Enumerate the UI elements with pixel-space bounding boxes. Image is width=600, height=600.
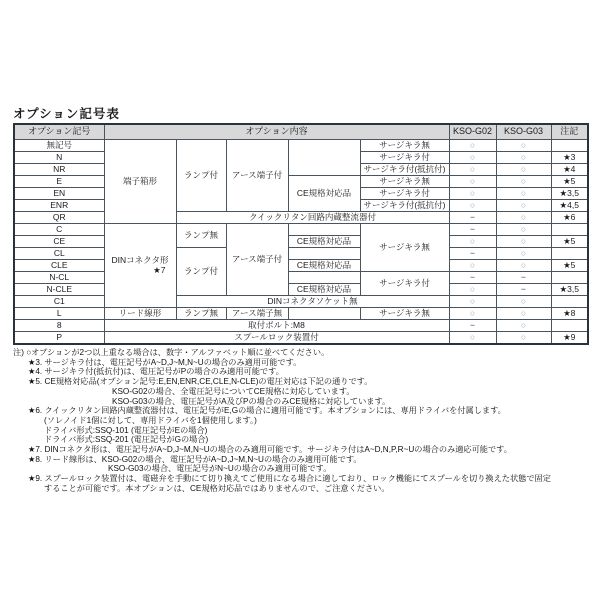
lamp-cell: ランプ付 — [176, 140, 226, 212]
ce-standard-cell: CE規格対応品 — [288, 176, 360, 212]
content-merged-cell: DINコネクタソケット無 — [176, 296, 449, 308]
note-cell: ★3,5 — [551, 284, 588, 296]
note-cell — [551, 320, 588, 332]
g03-mark: ○ — [496, 260, 551, 272]
g03-mark: ○ — [496, 248, 551, 260]
footnote-line: ★6. クイックリタン回路内蔵整流器付は、電圧記号がE,Gの場合に適用可能です。本オプションには、専用ドライバを付属します。 — [28, 406, 506, 416]
note-cell — [551, 248, 588, 260]
g02-mark: − — [449, 320, 496, 332]
surge-cell: サージキラ付(抵抗付) — [360, 164, 449, 176]
option-code-cell: CE — [14, 236, 104, 248]
g02-mark: − — [449, 272, 496, 284]
content-merged-cell: クイックリタン回路内蔵整流器付 — [176, 212, 449, 224]
header-row — [14, 124, 588, 140]
g03-mark: ○ — [496, 176, 551, 188]
footnote-line: KSO-G02の場合、全電圧記号についてCE規格に対応しています。 — [112, 386, 355, 396]
footnote-line: ドライバ形式:SSQ-201 (電圧記号がGの場合) — [44, 435, 209, 445]
earth-cell: アース端子付 — [226, 224, 288, 296]
g02-mark: ○ — [449, 164, 496, 176]
shape-cell: リード線形 — [104, 308, 176, 320]
empty-cell — [288, 224, 360, 236]
empty-cell — [288, 248, 360, 260]
table-row — [14, 284, 588, 296]
footnote-line: KSO-G03の場合、電圧記号がN~Uの場合のみ適用可能です。 — [108, 464, 332, 474]
option-code-cell: 8 — [14, 320, 104, 332]
empty-cell — [288, 272, 360, 284]
option-code-cell: N — [14, 152, 104, 164]
note-cell — [551, 272, 588, 284]
lamp-cell: ランプ無 — [176, 224, 226, 248]
footnote-line: 注) ○オプションが2つ以上重なる場合は、数字・アルファベット順に並べてください。 — [13, 348, 330, 357]
option-code-cell: ENR — [14, 200, 104, 212]
shape-cell: 端子箱形 — [104, 140, 176, 224]
lamp-cell: ランプ付 — [176, 248, 226, 296]
surge-cell: サージキラ無 — [360, 308, 449, 320]
option-code-cell: N-CLE — [14, 284, 104, 296]
table-row — [14, 272, 588, 284]
note-cell — [551, 296, 588, 308]
ce-standard-cell: CE規格対応品 — [288, 236, 360, 248]
table-row — [14, 224, 588, 236]
footnote-line: ★5. CE規格対応品(オプション記号:E,EN,ENR,CE,CLE,N-CLE)の電圧対応は下記の通りです。 — [28, 377, 373, 387]
header-kso-g03: KSO-G03 — [496, 124, 551, 140]
g03-mark: ○ — [496, 236, 551, 248]
footnote-line: ★7. DINコネクタ形は、電圧記号がA~D,J~M,N~Uの場合のみ適用可能です。サージキラ付はA~D,N,P,R~Uの場合のみ適応可能です。 — [28, 445, 512, 455]
shape-cell — [104, 224, 176, 308]
table-row — [14, 212, 588, 224]
table-row — [14, 320, 588, 332]
option-code-cell: C — [14, 224, 104, 236]
option-code-cell: C1 — [14, 296, 104, 308]
note-cell: ★8 — [551, 308, 588, 320]
header-option-symbol: オプション記号 — [14, 124, 104, 140]
footnote-line: (ソレノイド1個に対して、専用ドライバを1個使用します。) — [44, 415, 257, 425]
g03-mark: ○ — [496, 188, 551, 200]
g02-mark: ○ — [449, 176, 496, 188]
empty-cell — [288, 308, 360, 320]
option-symbol-table — [13, 123, 589, 345]
g02-mark: ○ — [449, 296, 496, 308]
g03-mark: ○ — [496, 320, 551, 332]
footnote-line: することが可能です。本オプションは、CE規格対応品ではありませんので、ご注意ください。 — [44, 483, 390, 493]
page-title: オプション記号表 — [13, 107, 120, 121]
option-code-cell: CLE — [14, 260, 104, 272]
option-code-cell: NR — [14, 164, 104, 176]
g03-mark: ○ — [496, 332, 551, 344]
g02-mark: ○ — [449, 332, 496, 344]
option-code-cell: P — [14, 332, 104, 344]
g03-mark: − — [496, 284, 551, 296]
g03-mark: ○ — [496, 296, 551, 308]
table-row — [14, 248, 588, 260]
note-cell: ★4,5 — [551, 200, 588, 212]
option-code-cell: L — [14, 308, 104, 320]
header-kso-g02: KSO-G02 — [449, 124, 496, 140]
g02-mark: ○ — [449, 236, 496, 248]
shape-label: DINコネクタ形 — [111, 255, 169, 266]
g02-mark: ○ — [449, 140, 496, 152]
g02-mark: ○ — [449, 308, 496, 320]
shape-note-ref: ★7 — [153, 264, 166, 275]
footnote-line: KSO-G03の場合、電圧記号がA及びPの場合のみCE規格に対応しています。 — [112, 396, 391, 406]
note-cell: ★5 — [551, 260, 588, 272]
note-cell — [551, 224, 588, 236]
option-code-cell: N-CL — [14, 272, 104, 284]
g03-mark: − — [496, 272, 551, 284]
surge-cell: サージキラ付 — [360, 272, 449, 296]
header-note: 注記 — [551, 124, 588, 140]
header-option-content: オプション内容 — [104, 124, 449, 140]
table-row — [14, 176, 588, 188]
g02-mark: ○ — [449, 152, 496, 164]
option-code-cell: E — [14, 176, 104, 188]
g02-mark: ○ — [449, 284, 496, 296]
table-row — [14, 140, 588, 152]
g03-mark: ○ — [496, 224, 551, 236]
surge-cell: サージキラ無 — [360, 140, 449, 152]
note-cell: ★6 — [551, 212, 588, 224]
surge-cell: サージキラ付(抵抗付) — [360, 200, 449, 212]
g02-mark: − — [449, 248, 496, 260]
empty-cell — [288, 140, 360, 176]
g03-mark: ○ — [496, 140, 551, 152]
table-row — [14, 260, 588, 272]
g03-mark: ○ — [496, 164, 551, 176]
note-cell: ★4 — [551, 164, 588, 176]
option-code-cell: CL — [14, 248, 104, 260]
surge-cell: サージキラ付 — [360, 188, 449, 200]
note-cell: ★3,5 — [551, 188, 588, 200]
content-merged-cell: 取付ボルト:M8 — [104, 320, 449, 332]
table-row — [14, 236, 588, 248]
surge-cell: サージキラ無 — [360, 176, 449, 188]
footnote-line: ★8. リード線形は、KSO-G02の場合、電圧記号がA~D,J~M,N~Uの場合のみ適用可能です。 — [28, 454, 362, 464]
footnote-line: ★3. サージキラ付は、電圧記号がA~D,J~M,N~Uの場合のみ適用可能です。 — [28, 357, 302, 367]
ce-standard-cell: CE規格対応品 — [288, 284, 360, 296]
option-code-cell: QR — [14, 212, 104, 224]
g03-mark: ○ — [496, 308, 551, 320]
note-cell: ★9 — [551, 332, 588, 344]
table-row — [14, 296, 588, 308]
g03-mark: ○ — [496, 212, 551, 224]
ce-standard-cell: CE規格対応品 — [288, 260, 360, 272]
note-cell: ★5 — [551, 236, 588, 248]
earth-cell: アース端子付 — [226, 140, 288, 212]
footnote-line: ドライバ形式:SSQ-101 (電圧記号がEの場合) — [44, 425, 208, 435]
lamp-cell: ランプ無 — [176, 308, 226, 320]
footnotes — [0, 348, 600, 494]
note-cell: ★5 — [551, 176, 588, 188]
earth-cell: アース端子無 — [226, 308, 288, 320]
option-code-cell: 無記号 — [14, 140, 104, 152]
g02-mark: − — [449, 224, 496, 236]
surge-cell: サージキラ無 — [360, 224, 449, 272]
surge-cell: サージキラ付 — [360, 152, 449, 164]
footnote-line: ★4. サージキラ付(抵抗付)は、電圧記号がPの場合のみ適用可能です。 — [28, 367, 284, 377]
g03-mark: ○ — [496, 152, 551, 164]
note-cell — [551, 140, 588, 152]
option-code-cell: EN — [14, 188, 104, 200]
g03-mark: ○ — [496, 200, 551, 212]
g02-mark: ○ — [449, 200, 496, 212]
footnote-line: ★9. スプールロック装置付は、電磁弁を手動にて切り換えてご使用になる場合に適しており、ロック機能にてスプールを切り換えた状態で固定 — [28, 474, 551, 484]
table-row — [14, 332, 588, 344]
content-merged-cell: スプールロック装置付 — [104, 332, 449, 344]
g02-mark: ○ — [449, 260, 496, 272]
g02-mark: ○ — [449, 188, 496, 200]
note-cell: ★3 — [551, 152, 588, 164]
table-row — [14, 308, 588, 320]
g02-mark: − — [449, 212, 496, 224]
